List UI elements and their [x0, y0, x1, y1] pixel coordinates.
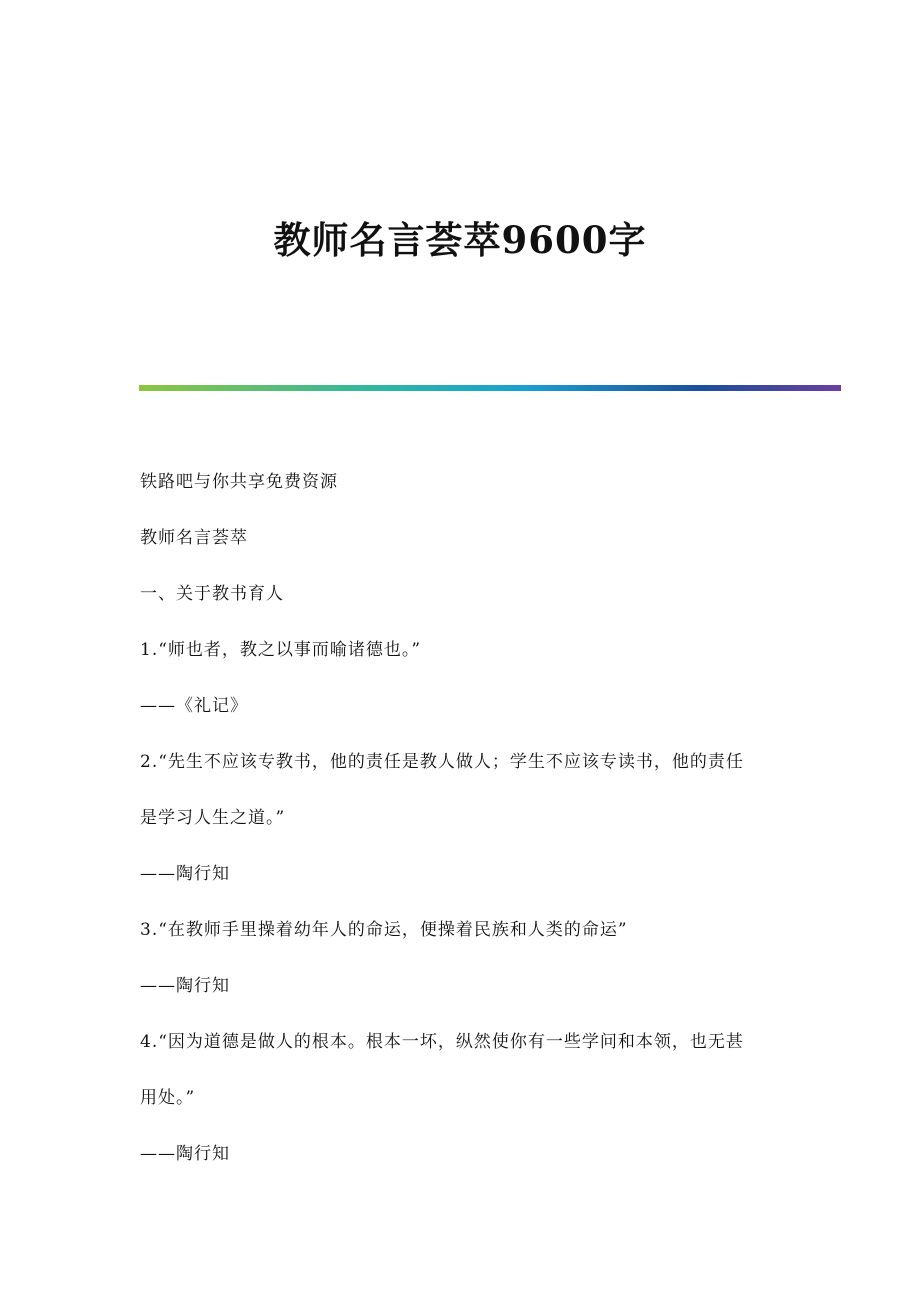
document-title: 教师名言荟萃9600字 — [273, 218, 647, 262]
quote-2-line-1: 2.“先生不应该专教书，他的责任是教人做人；学生不应该专读书，他的责任 — [140, 752, 744, 772]
quote-2 — [140, 745, 780, 836]
quote-4 — [140, 1025, 780, 1116]
quote-4-source: ——陶行知 — [140, 1144, 230, 1164]
gradient-divider — [139, 385, 841, 391]
document-body — [140, 465, 780, 1193]
quote-3: 3.“在教师手里操着幼年人的命运，便操着民族和人类的命运” — [140, 920, 628, 940]
quote-1-source: ——《礼记》 — [140, 696, 248, 716]
quote-3-source: ——陶行知 — [140, 976, 230, 996]
quote-4-line-1: 4.“因为道德是做人的根本。根本一坏，纵然使你有一些学问和本领，也无甚 — [140, 1032, 744, 1052]
quote-4-line-2: 用处。” — [140, 1088, 196, 1108]
quote-1: 1.“师也者，教之以事而喻诸德也。” — [140, 640, 422, 660]
subsection-heading: 一、关于教书育人 — [140, 584, 284, 604]
source-note: 铁路吧与你共享免费资源 — [140, 472, 338, 492]
quote-2-line-2: 是学习人生之道。” — [140, 808, 286, 828]
quote-2-source: ——陶行知 — [140, 864, 230, 884]
section-heading: 教师名言荟萃 — [140, 528, 248, 548]
